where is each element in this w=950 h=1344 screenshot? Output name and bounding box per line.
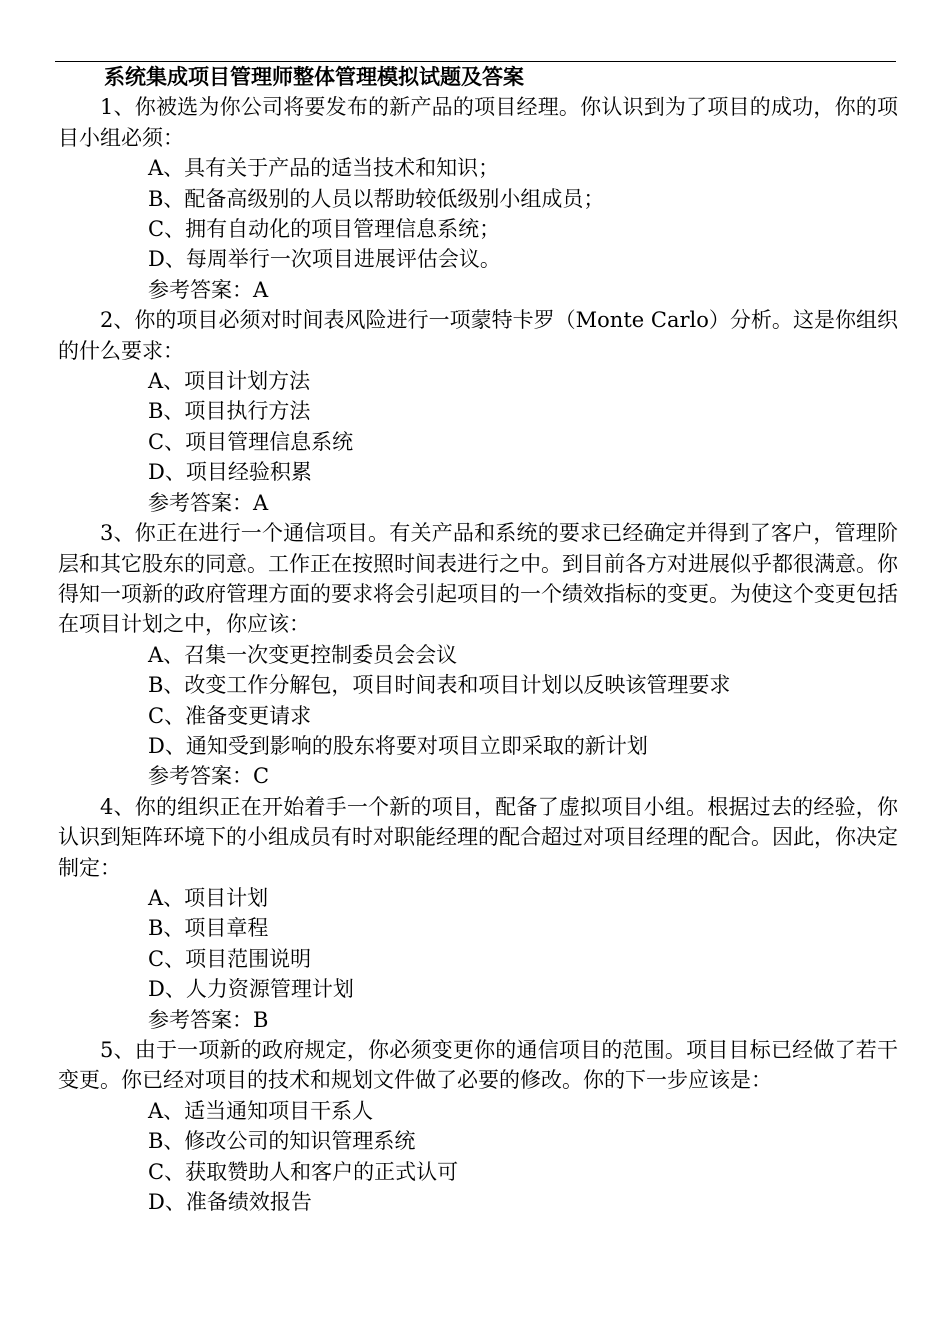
option-d: D、人力资源管理计划 xyxy=(148,977,354,1002)
option-a: A、适当通知项目干系人 xyxy=(148,1098,374,1123)
option-d: D、通知受到影响的股东将要对项目立即采取的新计划 xyxy=(148,733,648,758)
option-a: A、具有关于产品的适当技术和知识； xyxy=(148,156,500,181)
question-stem: 1、你被选为你公司将要发布的新产品的项目经理。你认识到为了项目的成功，你的项目小组必须： xyxy=(58,95,898,150)
reference-answer: 参考答案：A xyxy=(148,277,269,302)
question-stem: 5、由于一项新的政府规定，你必须变更你的通信项目的范围。项目目标已经做了若干变更。你已经对项目的技术和规划文件做了必要的修改。你的下一步应该是： xyxy=(58,1038,898,1093)
option-c: C、获取赞助人和客户的正式认可 xyxy=(148,1159,459,1184)
question-block xyxy=(58,792,898,1035)
option-c: C、项目范围说明 xyxy=(148,946,312,971)
reference-answer: 参考答案：C xyxy=(148,764,270,789)
option-b: B、改变工作分解包，项目时间表和项目计划以反映该管理要求 xyxy=(148,673,731,698)
option-b: B、项目执行方法 xyxy=(148,399,311,424)
question-block xyxy=(58,92,898,305)
option-a: A、召集一次变更控制委员会会议 xyxy=(148,642,458,667)
question-stem: 2、你的项目必须对时间表风险进行一项蒙特卡罗（Monte Carlo）分析。这是你组织的什么要求： xyxy=(58,308,898,363)
option-b: B、配备高级别的人员以帮助较低级别小组成员； xyxy=(148,186,605,211)
question-stem: 3、你正在进行一个通信项目。有关产品和系统的要求已经确定并得到了客户，管理阶层和其它股东的同意。工作正在按照时间表进行之中。到目前各方对进展似乎都很满意。你得知一项新的政府管理方面的要求将会引起项目的一个绩效指标的变更。为使这个变更包括在项目计划之中，你应该： xyxy=(58,521,898,637)
document-title: 系统集成项目管理师整体管理模拟试题及答案 xyxy=(104,64,524,89)
option-b: B、修改公司的知识管理系统 xyxy=(148,1129,416,1154)
option-c: C、准备变更请求 xyxy=(148,703,312,728)
reference-answer: 参考答案：B xyxy=(148,1007,269,1032)
question-block xyxy=(58,305,898,518)
document-body xyxy=(58,62,898,1217)
reference-answer: 参考答案：A xyxy=(148,490,269,515)
option-d: D、项目经验积累 xyxy=(148,460,312,485)
option-a: A、项目计划 xyxy=(148,885,269,910)
option-b: B、项目章程 xyxy=(148,916,269,941)
option-a: A、项目计划方法 xyxy=(148,369,311,394)
option-d: D、准备绩效报告 xyxy=(148,1190,312,1215)
question-block xyxy=(58,518,898,792)
option-c: C、拥有自动化的项目管理信息系统； xyxy=(148,217,501,242)
question-stem: 4、你的组织正在开始着手一个新的项目，配备了虚拟项目小组。根据过去的经验，你认识到矩阵环境下的小组成员有时对职能经理的配合超过对项目经理的配合。因此，你决定制定： xyxy=(58,794,898,880)
option-d: D、每周举行一次项目进展评估会议。 xyxy=(148,247,501,272)
question-block xyxy=(58,1035,898,1217)
option-c: C、项目管理信息系统 xyxy=(148,429,354,454)
